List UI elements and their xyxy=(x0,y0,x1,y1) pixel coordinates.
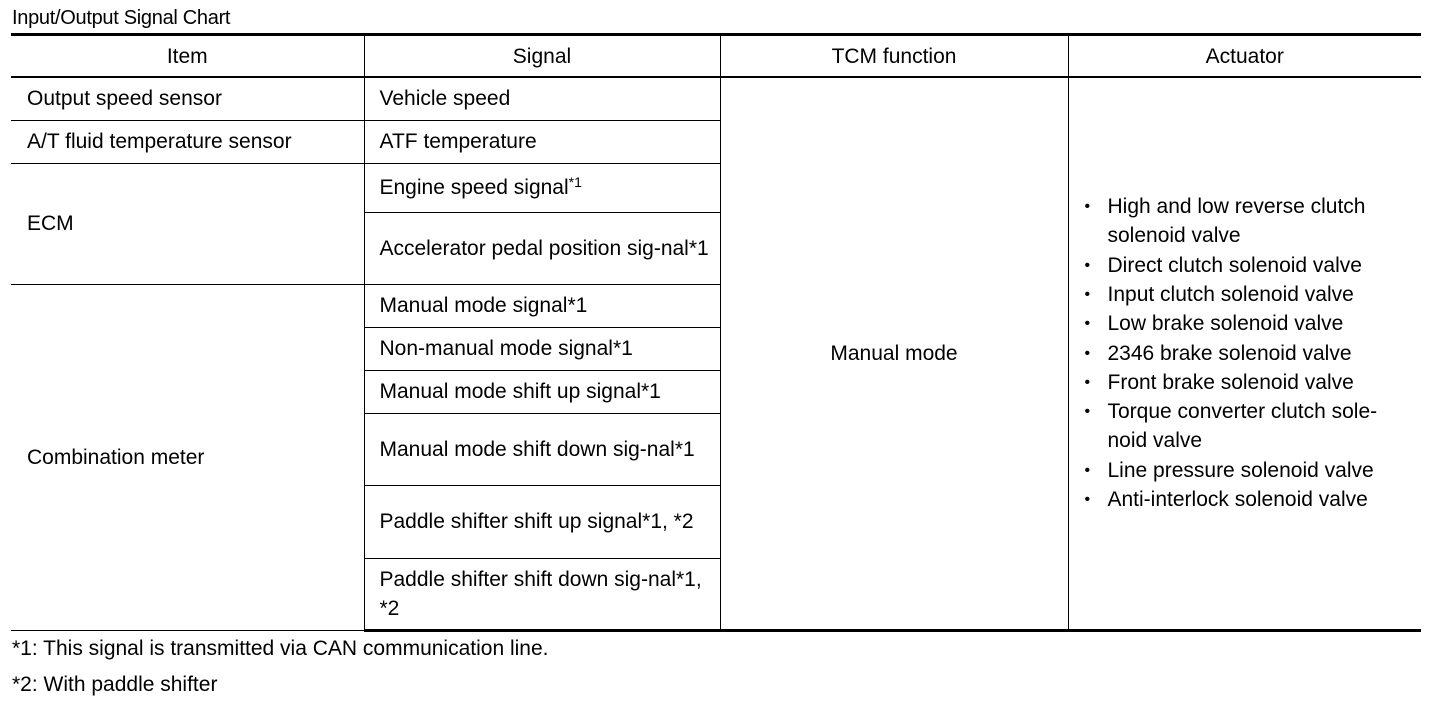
signal-manual-mode: Manual mode signal*1 xyxy=(364,284,720,327)
item-combination-meter: Combination meter xyxy=(11,284,364,630)
actuator-item: • Line pressure solenoid valve xyxy=(1083,456,1414,485)
item-output-speed-sensor: Output speed sensor xyxy=(11,77,364,120)
signal-shift-down: Manual mode shift down sig-nal*1 xyxy=(364,413,720,485)
signal-shift-up: Manual mode shift up signal*1 xyxy=(364,370,720,413)
actuator-item: • 2346 brake solenoid valve xyxy=(1083,339,1414,368)
footnote-1: *1: This signal is transmitted via CAN communication line. xyxy=(12,637,549,660)
footnote-marker: *1 xyxy=(568,174,582,190)
signal-table xyxy=(11,33,1421,632)
actuator-item: • Direct clutch solenoid valve xyxy=(1083,251,1414,280)
signal-accelerator-pedal: Accelerator pedal position sig-nal*1 xyxy=(364,212,720,284)
header-row xyxy=(11,35,1421,78)
signal-paddle-shift-down: Paddle shifter shift down sig-nal*1, *2 xyxy=(364,558,720,630)
actuator-item: • Low brake solenoid valve xyxy=(1083,309,1414,338)
tcm-function-cell: Manual mode xyxy=(720,77,1068,630)
header-tcm-function: TCM function xyxy=(720,35,1068,78)
actuator-item: • Input clutch solenoid valve xyxy=(1083,280,1414,309)
actuator-list xyxy=(1083,192,1414,514)
signal-paddle-shift-up: Paddle shifter shift up signal*1, *2 xyxy=(364,485,720,558)
actuator-item: • Front brake solenoid valve xyxy=(1083,368,1414,397)
table-row xyxy=(11,77,1421,120)
signal-vehicle-speed: Vehicle speed xyxy=(364,77,720,120)
actuator-item: • Torque converter clutch sole-noid valve xyxy=(1083,397,1414,456)
signal-non-manual-mode: Non-manual mode signal*1 xyxy=(364,327,720,370)
item-atf-temperature-sensor: A/T fluid temperature sensor xyxy=(11,120,364,163)
footnote-2: *2: With paddle shifter xyxy=(12,673,218,696)
chart-title: Input/Output Signal Chart xyxy=(12,7,231,29)
header-actuator: Actuator xyxy=(1068,35,1421,78)
signal-atf-temperature: ATF temperature xyxy=(364,120,720,163)
signal-engine-speed xyxy=(364,163,720,212)
item-ecm: ECM xyxy=(11,163,364,284)
header-item: Item xyxy=(11,35,364,78)
header-signal: Signal xyxy=(364,35,720,78)
actuator-cell xyxy=(1068,77,1421,630)
actuator-item: • High and low reverse clutch solenoid valve xyxy=(1083,192,1414,251)
signal-engine-speed-text: Engine speed signal xyxy=(379,176,569,199)
actuator-item: • Anti-interlock solenoid valve xyxy=(1083,485,1414,514)
